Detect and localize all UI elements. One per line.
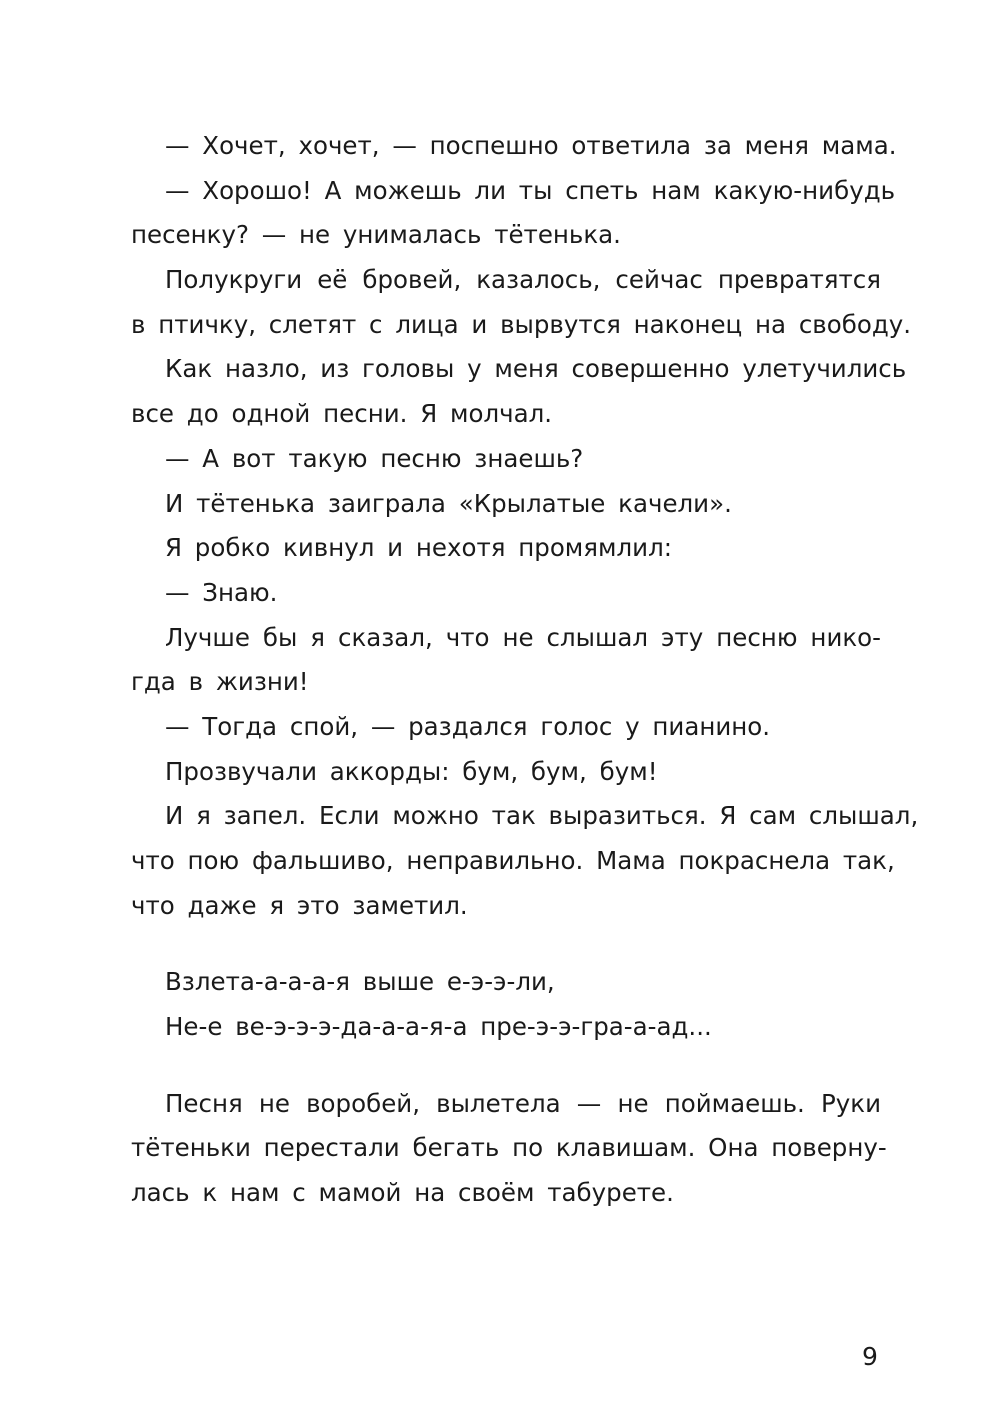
text-line: гда в жизни! [131, 667, 309, 697]
text-line: Как назло, из головы у меня совершенно улетучились [165, 354, 907, 384]
text-line: — Хочет, хочет, — поспешно ответила за меня мама. [165, 131, 897, 160]
stanza-gap [131, 1050, 881, 1082]
text-line: что пою фальшиво, неправильно. Мама покраснела так, [131, 846, 895, 875]
text-line: — Хорошо! А можешь ли ты спеть нам какую-нибудь [165, 175, 896, 205]
text-line: Полукруги её бровей, казалось, сейчас превратятся [165, 265, 881, 295]
text-line: все до одной песни. Я молчал. [131, 399, 553, 429]
body-text [131, 124, 919, 1216]
text-line: И тётенька заиграла «Крылатые качели». [165, 488, 732, 518]
text-line: — А вот такую песню знаешь? [165, 443, 584, 473]
text-line: — Знаю. [165, 577, 278, 607]
text-line: тётеньки перестали бегать по клавишам. Она поверну- [131, 1133, 887, 1163]
text-line: Песня не воробей, вылетела — не поймаешь. Руки [165, 1088, 881, 1118]
text-line: И я запел. Если можно так выразиться. Я сам слышал, [165, 801, 919, 831]
stanza-gap [131, 928, 881, 960]
text-line: что даже я это заметил. [131, 890, 468, 920]
text-line: лась к нам с мамой на своём табурете. [131, 1178, 674, 1208]
text-line: песенку? — не унималась тётенька. [131, 220, 621, 250]
text-line: Я робко кивнул и нехотя промямлил: [165, 533, 673, 563]
verse-line: Взлета-а-а-а-я выше е-э-э-ли, [165, 967, 555, 997]
text-line: в птичку, слетят с лица и вырвутся наконец на свободу. [131, 309, 912, 339]
verse-line: Не-е ве-э-э-э-да-а-а-я-а пре-э-э-гра-а-ад... [165, 1012, 712, 1042]
page-number: 9 [862, 1342, 878, 1371]
text-line: Прозвучали аккорды: бум, бум, бум! [165, 756, 658, 786]
text-line: — Тогда спой, — раздался голос у пианино. [165, 711, 771, 741]
text-line: Лучше бы я сказал, что не слышал эту песню нико- [165, 622, 881, 652]
